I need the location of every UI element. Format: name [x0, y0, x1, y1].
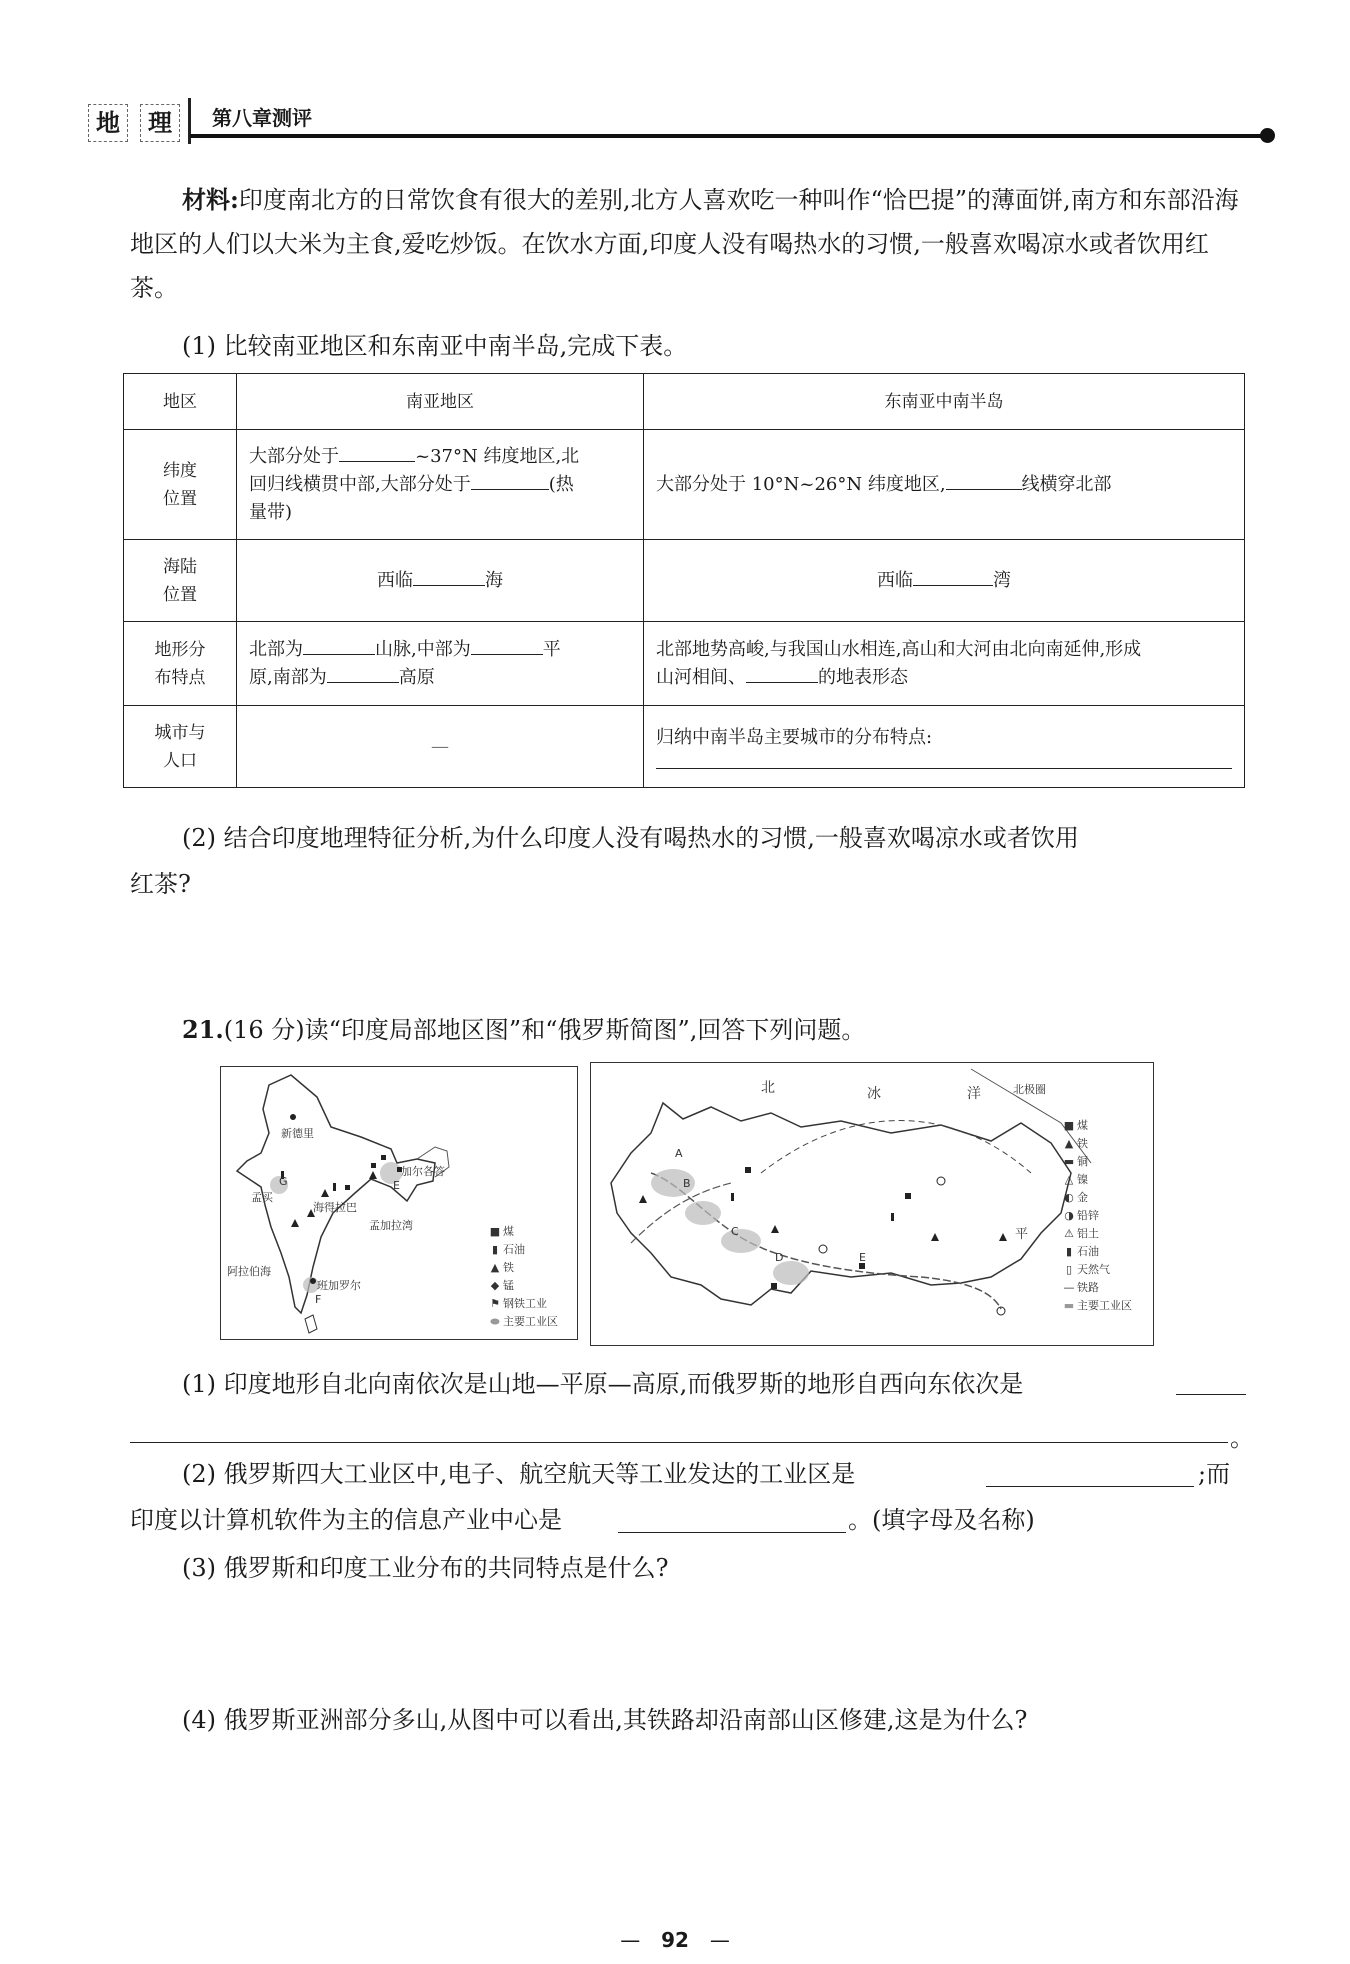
page-number: 92	[661, 1928, 689, 1952]
sea-lat-text-2: 线横穿北部	[1021, 473, 1112, 495]
sa-lat-text-1: 大部分处于	[249, 445, 339, 467]
blank-sea-city[interactable]	[656, 754, 1232, 769]
label-g: G	[279, 1175, 288, 1188]
sea-terrain-text-1: 北部地势高峻,与我国山水相连,高山和大河由北向南延伸,形成	[656, 638, 1142, 660]
label-bangalore: 班加罗尔	[317, 1279, 361, 1292]
label-ocean: 洋	[967, 1086, 981, 1102]
steel-icon: ⚑	[490, 1297, 500, 1310]
nickel-icon: △	[1064, 1173, 1074, 1186]
sub2-blank-india[interactable]	[618, 1532, 846, 1533]
row-label-city-1: 城市与	[154, 722, 206, 743]
sub1-text: (1) 印度地形自北向南依次是山地—平原—高原,而俄罗斯的地形自西向东依次是	[182, 1370, 1024, 1398]
coal-icon: ■	[489, 1225, 501, 1238]
cell-sa-sealand	[237, 540, 644, 622]
sub1-blank-a[interactable]	[1176, 1394, 1246, 1395]
material-lead: 材料:	[182, 185, 239, 214]
sea-terrain-text-2: 山河相间、	[656, 666, 746, 688]
blank-sea-sealand[interactable]	[913, 567, 993, 586]
q2-text-line2: 红茶?	[130, 870, 191, 898]
row-label-latitude	[124, 430, 237, 540]
label-b: B	[683, 1177, 691, 1190]
india-map-legend	[487, 1223, 558, 1331]
bauxite-icon: ⚠	[1064, 1227, 1074, 1240]
header-rule	[190, 134, 1265, 138]
cell-sea-city	[644, 706, 1245, 788]
legend-r-oil: ▮ 石油	[1061, 1243, 1132, 1261]
blank-sa-terrain-2[interactable]	[471, 636, 543, 655]
sub4-text: (4) 俄罗斯亚洲部分多山,从图中可以看出,其铁路却沿南部山区修建,这是为什么?	[182, 1706, 1028, 1734]
sea-sealand-text-1: 西临	[877, 569, 913, 591]
table-row-city	[124, 706, 1245, 788]
cell-sa-latitude	[237, 430, 644, 540]
legend-steel: ⚑ 钢铁工业	[487, 1295, 558, 1313]
legend-iron: ▲ 铁	[487, 1259, 558, 1277]
page-number-footer	[0, 1928, 1350, 1952]
material-paragraph	[130, 178, 1248, 310]
russia-map-legend	[1061, 1117, 1132, 1315]
label-kolkata: 加尔各答	[401, 1165, 445, 1178]
blank-sa-lat-2[interactable]	[471, 471, 549, 490]
copper-icon: ▬	[1063, 1155, 1075, 1168]
q2-text-line1: (2) 结合印度地理特征分析,为什么印度人没有喝热水的习惯,一般喜欢喝凉水或者饮用	[182, 824, 1079, 852]
sa-lat-text-2: ~37°N 纬度地区,北	[415, 445, 580, 467]
sub1-blank-b[interactable]	[130, 1442, 1228, 1443]
label-mumbai: 孟买	[251, 1191, 273, 1204]
legend-r-railway: — 铁路	[1061, 1279, 1132, 1297]
label-ping: 平	[1015, 1227, 1029, 1242]
sa-terrain-text-3: 平	[542, 638, 561, 660]
india-map	[220, 1066, 578, 1340]
sea-sealand-text-2: 湾	[993, 569, 1011, 591]
label-arctic-circle: 北极圈	[1013, 1083, 1046, 1096]
label-d: D	[775, 1251, 784, 1264]
page-dash-right: —	[709, 1928, 730, 1952]
blank-sa-terrain-3[interactable]	[327, 664, 399, 683]
cell-sa-city: —	[237, 706, 644, 788]
blank-sea-lat[interactable]	[946, 471, 1022, 490]
sa-terrain-text-2: 山脉,中部为	[375, 638, 471, 660]
label-north: 北	[761, 1080, 775, 1096]
row-label-sealand	[124, 540, 237, 622]
cell-sea-terrain	[644, 622, 1245, 706]
label-ice: 冰	[867, 1086, 881, 1102]
blank-sa-sealand[interactable]	[413, 567, 485, 586]
row-label-city	[124, 706, 237, 788]
header-rule-dot	[1260, 128, 1275, 143]
row-label-city-2: 人口	[163, 750, 197, 771]
table-row-sealand	[124, 540, 1245, 622]
sa-sealand-text-1: 西临	[377, 569, 413, 591]
subject-char-2: 理	[140, 104, 180, 142]
table-row-latitude	[124, 430, 1245, 540]
blank-sa-terrain-1[interactable]	[303, 636, 375, 655]
sa-terrain-text-5: 高原	[398, 666, 435, 688]
sa-terrain-text-1: 北部为	[249, 638, 303, 660]
label-arabian-sea: 阿拉伯海	[227, 1265, 271, 1278]
oil-icon: ▮	[491, 1243, 499, 1256]
label-c: C	[731, 1225, 739, 1238]
sea-city-text: 归纳中南半岛主要城市的分布特点:	[656, 727, 933, 748]
legend-r-bauxite: ⚠ 铝土	[1061, 1225, 1132, 1243]
th-indochina: 东南亚中南半岛	[644, 374, 1245, 430]
row-label-terrain	[124, 622, 237, 706]
cell-sea-latitude	[644, 430, 1245, 540]
sub3-text: (3) 俄罗斯和印度工业分布的共同特点是什么?	[182, 1554, 669, 1582]
legend-manganese: ◆ 锰	[487, 1277, 558, 1295]
legend-industrial-zone: ⬬ 主要工业区	[487, 1313, 558, 1331]
industrial-zone-icon: ▬	[1063, 1299, 1075, 1312]
legend-oil: ▮ 石油	[487, 1241, 558, 1259]
sa-sealand-text-2: 海	[485, 569, 503, 591]
legend-r-coal: ■ 煤	[1061, 1117, 1132, 1135]
gold-icon: ◐	[1064, 1191, 1074, 1204]
cell-sea-sealand	[644, 540, 1245, 622]
sub2-text-d: 。(填字母及名称)	[848, 1506, 1035, 1534]
legend-r-copper: ▬ 铜	[1061, 1153, 1132, 1171]
manganese-icon: ◆	[490, 1279, 500, 1292]
sa-terrain-text-4: 原,南部为	[249, 666, 327, 688]
material-text: 印度南北方的日常饮食有很大的差别,北方人喜欢吃一种叫作“恰巴提”的薄面饼,南方和东部沿海地区的人们以大米为主食,爱吃炒饭。在饮水方面,印度人没有喝热水的习惯,一般喜欢喝凉水或者饮用红茶。	[130, 186, 1239, 302]
label-bay-of-bengal: 孟加拉湾	[369, 1219, 413, 1232]
row-label-terrain-2: 布特点	[154, 667, 206, 688]
q21-heading	[182, 1010, 865, 1045]
subject-char-1: 地	[88, 104, 128, 142]
legend-coal: ■ 煤	[487, 1223, 558, 1241]
sa-lat-text-5: 量带)	[249, 501, 293, 523]
th-south-asia: 南亚地区	[237, 374, 644, 430]
legend-r-gold: ◐ 金	[1061, 1189, 1132, 1207]
label-e-russia: E	[859, 1251, 866, 1264]
gas-icon: ▯	[1065, 1263, 1073, 1276]
legend-r-nickel: △ 镍	[1061, 1171, 1132, 1189]
sa-lat-text-4: (热	[548, 473, 574, 495]
label-new-delhi: 新德里	[281, 1127, 314, 1140]
q21-number: 21.	[182, 1015, 224, 1044]
q1-text: (1) 比较南亚地区和东南亚中南半岛,完成下表。	[182, 332, 688, 360]
label-e: E	[393, 1179, 400, 1192]
page-dash-left: —	[620, 1928, 641, 1952]
railway-icon: —	[1063, 1281, 1075, 1294]
sub2-text-a: (2) 俄罗斯四大工业区中,电子、航空航天等工业发达的工业区是	[182, 1460, 856, 1488]
russia-map	[590, 1062, 1154, 1346]
cell-sa-terrain	[237, 622, 644, 706]
sub2-blank-russia[interactable]	[986, 1486, 1194, 1487]
blank-sea-terrain[interactable]	[746, 664, 818, 683]
oil-icon: ▮	[1065, 1245, 1073, 1258]
chapter-title: 第八章测评	[212, 106, 312, 130]
sea-terrain-text-3: 的地表形态	[818, 666, 908, 688]
label-a: A	[675, 1147, 683, 1160]
table-header-row	[124, 374, 1245, 430]
legend-r-leadzinc: ◑ 铅锌	[1061, 1207, 1132, 1225]
label-hyderabad: 海得拉巴	[313, 1201, 357, 1214]
row-label-latitude-1: 纬度	[163, 460, 197, 481]
sub2-text-c: 印度以计算机软件为主的信息产业中心是	[130, 1506, 562, 1534]
row-label-latitude-2: 位置	[163, 488, 197, 509]
row-label-sealand-2: 位置	[163, 584, 197, 605]
industrial-zone-icon: ⬬	[490, 1315, 500, 1328]
sea-lat-text-1: 大部分处于 10°N~26°N 纬度地区,	[656, 473, 946, 495]
iron-icon: ▲	[490, 1261, 500, 1274]
sub1-end: 。	[1230, 1424, 1254, 1452]
sa-lat-text-3: 回归线横贯中部,大部分处于	[249, 473, 471, 495]
lead-zinc-icon: ◑	[1064, 1209, 1074, 1222]
label-f: F	[315, 1293, 322, 1306]
comparison-table	[123, 373, 1245, 788]
legend-r-iron: ▲ 铁	[1061, 1135, 1132, 1153]
legend-r-industrial-zone: ▬ 主要工业区	[1061, 1297, 1132, 1315]
q21-text: (16 分)读“印度局部地区图”和“俄罗斯简图”,回答下列问题。	[223, 1016, 866, 1044]
th-region: 地区	[124, 374, 237, 430]
blank-sa-lat-1[interactable]	[339, 443, 415, 462]
table-row-terrain	[124, 622, 1245, 706]
legend-r-gas: ▯ 天然气	[1061, 1261, 1132, 1279]
row-label-sealand-1: 海陆	[163, 556, 197, 577]
sub2-text-b: ;而	[1198, 1460, 1231, 1488]
row-label-terrain-1: 地形分	[154, 639, 206, 660]
coal-icon: ■	[1063, 1119, 1075, 1132]
iron-icon: ▲	[1064, 1137, 1074, 1150]
